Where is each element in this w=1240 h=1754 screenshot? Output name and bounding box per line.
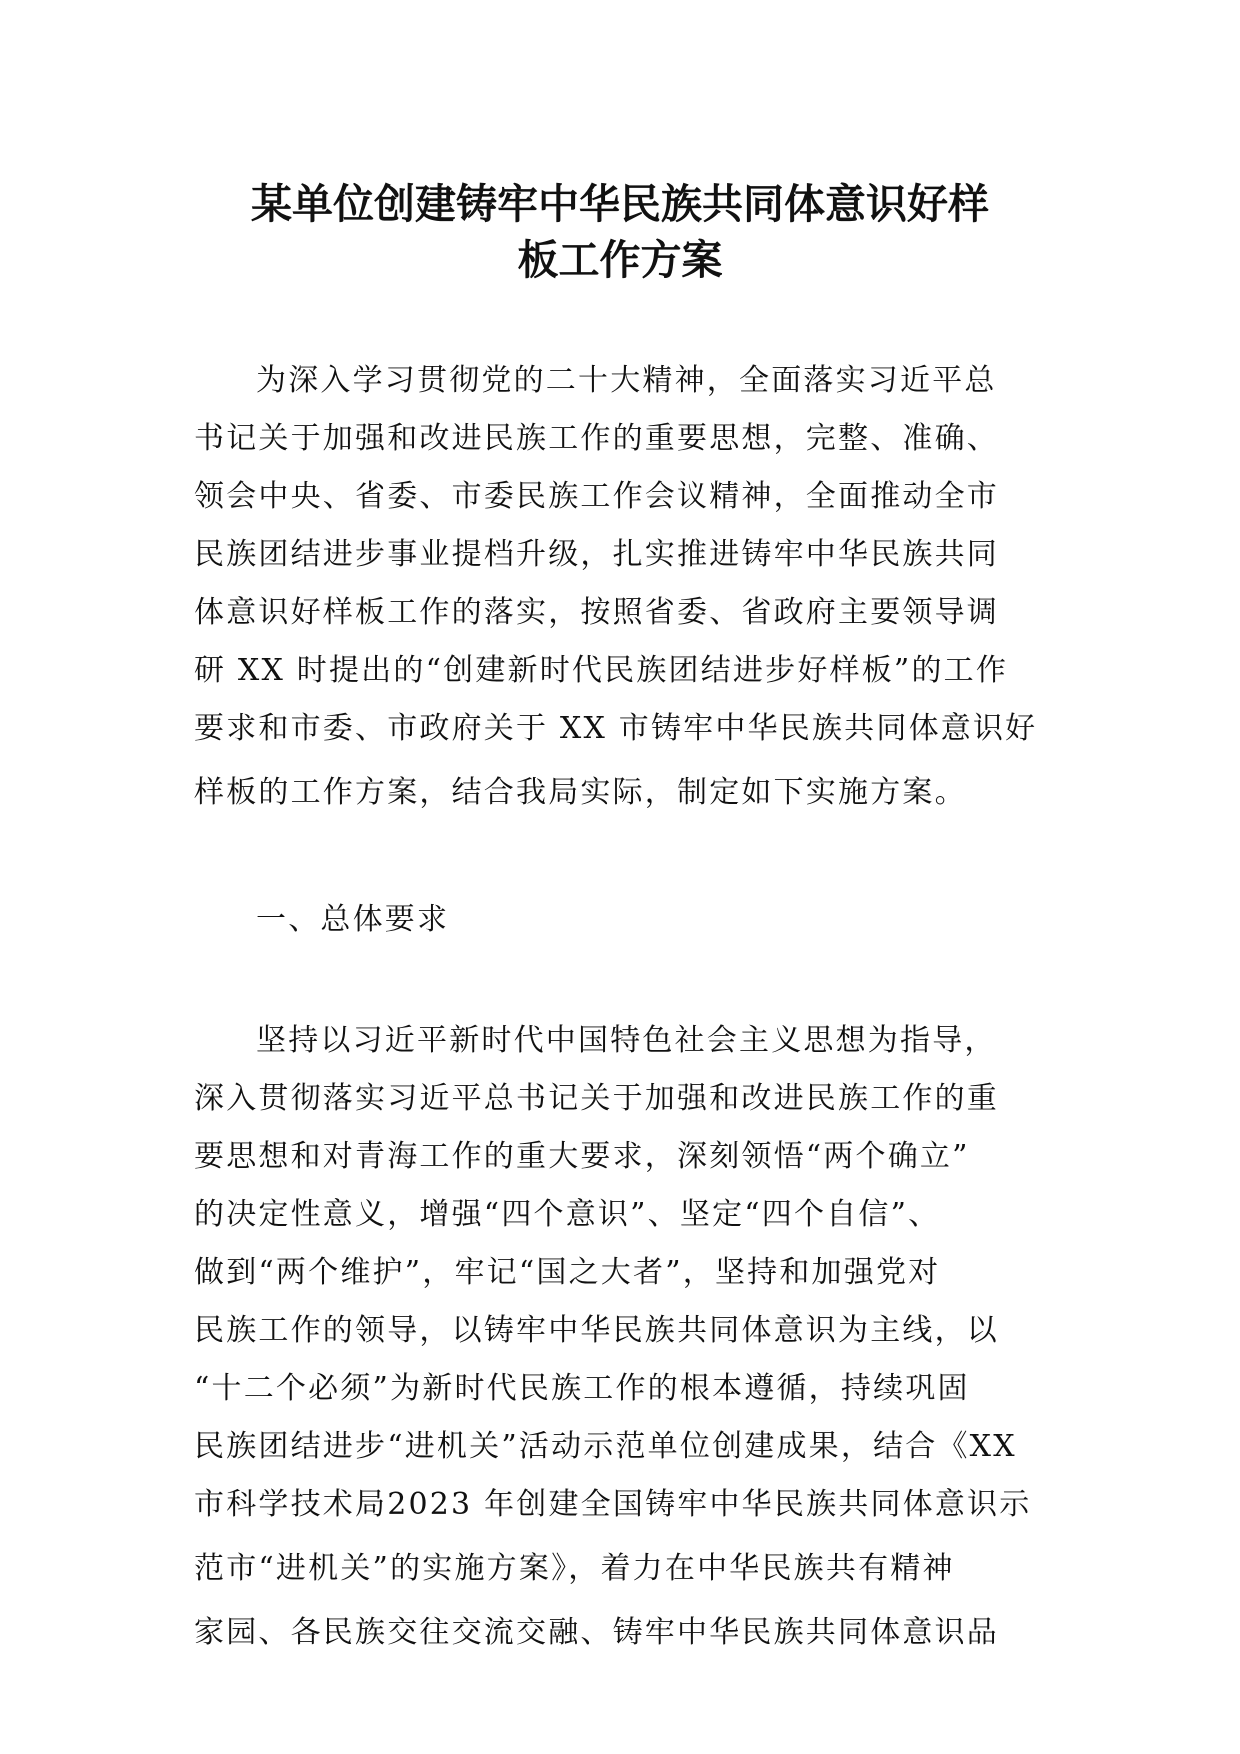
paragraph-line: 书记关于加强和改进民族工作的重要思想，完整、准确、	[194, 421, 999, 456]
section-paragraph	[194, 1012, 1052, 1662]
paragraph-line: 民族团结进步事业提档升级，扎实推进铸牢中华民族共同	[194, 537, 999, 572]
paragraph-line: 研 XX 时提出的“创建新时代民族团结进步好样板”的工作	[194, 653, 1009, 688]
paragraph-line: 深入贯彻落实习近平总书记关于加强和改进民族工作的重	[194, 1081, 999, 1116]
section-heading: 一、总体要求	[256, 902, 450, 937]
paragraph-line: 做到“两个维护”，牢记“国之大者”，坚持和加强党对	[194, 1255, 941, 1290]
paragraph-line: 要思想和对青海工作的重大要求，深刻领悟“两个确立”	[194, 1139, 970, 1174]
document-body	[194, 352, 1052, 1662]
paragraph-line: 民族工作的领导，以铸牢中华民族共同体意识为主线，以	[194, 1313, 999, 1348]
paragraph-line: “十二个必须”为新时代民族工作的根本遵循，持续巩固	[194, 1371, 970, 1406]
title-line: 板工作方案	[517, 236, 723, 284]
title-line: 某单位创建铸牢中华民族共同体意识好样	[251, 180, 989, 228]
spacer	[194, 828, 1052, 890]
document-title	[150, 176, 1090, 288]
spacer	[194, 950, 1052, 1012]
paragraph-line: 为深入学习贯彻党的二十大精神，全面落实习近平总	[256, 363, 997, 398]
paragraph-line: 体意识好样板工作的落实，按照省委、省政府主要领导调	[194, 595, 999, 630]
paragraph-line: 坚持以习近平新时代中国特色社会主义思想为指导，	[256, 1023, 997, 1058]
intro-paragraph	[194, 352, 1052, 828]
paragraph-line: 样板的工作方案，结合我局实际，制定如下实施方案。	[194, 775, 967, 810]
paragraph-line: 领会中央、省委、市委民族工作会议精神，全面推动全市	[194, 479, 999, 514]
paragraph-line: 家园、各民族交往交流交融、铸牢中华民族共同体意识品	[194, 1615, 999, 1650]
paragraph-line: 市科学技术局2023 年创建全国铸牢中华民族共同体意识示	[194, 1487, 1032, 1522]
paragraph-line: 民族团结进步“进机关”活动示范单位创建成果，结合《XX	[194, 1429, 1017, 1464]
paragraph-line: 范市“进机关”的实施方案》，着力在中华民族共有精神	[194, 1551, 955, 1586]
paragraph-line: 要求和市委、市政府关于 XX 市铸牢中华民族共同体意识好	[194, 711, 1038, 746]
paragraph-line: 的决定性意义，增强“四个意识”、坚定“四个自信”、	[194, 1197, 941, 1232]
